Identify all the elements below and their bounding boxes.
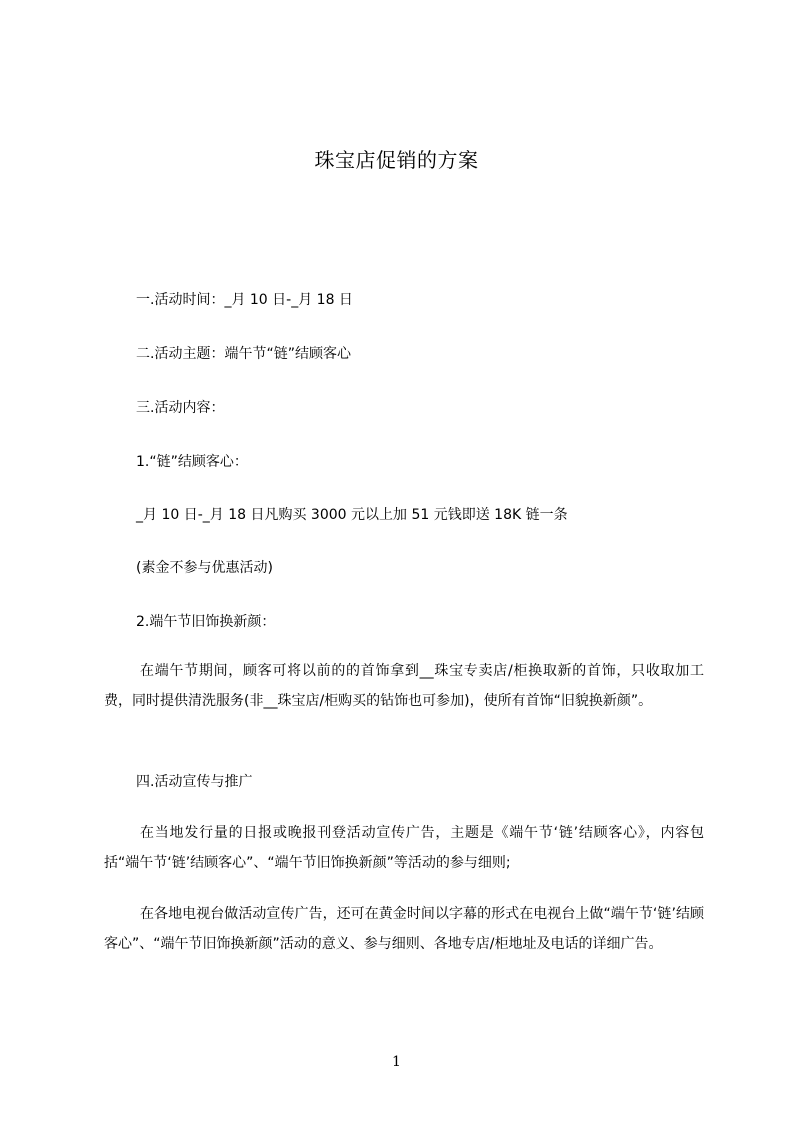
section-theme: 二.活动主题：端午节“链”结顾客心: [136, 346, 351, 362]
item1-detail: _月 10 日-_月 18 日凡购买 3000 元以上加 51 元钱即送 18K 链一条: [136, 507, 568, 523]
item1-heading: 1.“链”结顾客心：: [136, 454, 248, 470]
promotion-heading: 四.活动宣传与推广: [136, 774, 253, 790]
section-content-heading: 三.活动内容：: [136, 400, 225, 416]
page-number: 1: [392, 1054, 401, 1070]
promotion-paragraph-2: 在各地电视台做活动宣传广告，还可在黄金时间以字幕的形式在电视台上做“端午节‘链’结顾客心”、“端午节旧饰换新颜”活动的意义、参与细则、各地专店/柜地址及电话的详细广告。: [104, 906, 704, 952]
item2-heading: 2.端午节旧饰换新颜：: [136, 614, 276, 630]
item2-paragraph: 在端午节期间，顾客可将以前的的首饰拿到__珠宝专卖店/柜换取新的首饰，只收取加工费，同时提供清洗服务(非__珠宝店/柜购买的钻饰也可参加)，使所有首饰“旧貌换新颜”。: [104, 663, 704, 709]
section-time: 一.活动时间：_月 10 日-_月 18 日: [136, 292, 353, 308]
promotion-paragraph-1: 在当地发行量的日报或晚报刊登活动宣传广告，主题是《端午节‘链’结顾客心》，内容包括“端午节‘链’结顾客心”、“端午节旧饰换新颜”等活动的参与细则;: [104, 825, 704, 871]
item1-note: (素金不参与优惠活动): [136, 560, 273, 576]
document-title: 珠宝店促销的方案: [314, 148, 479, 172]
